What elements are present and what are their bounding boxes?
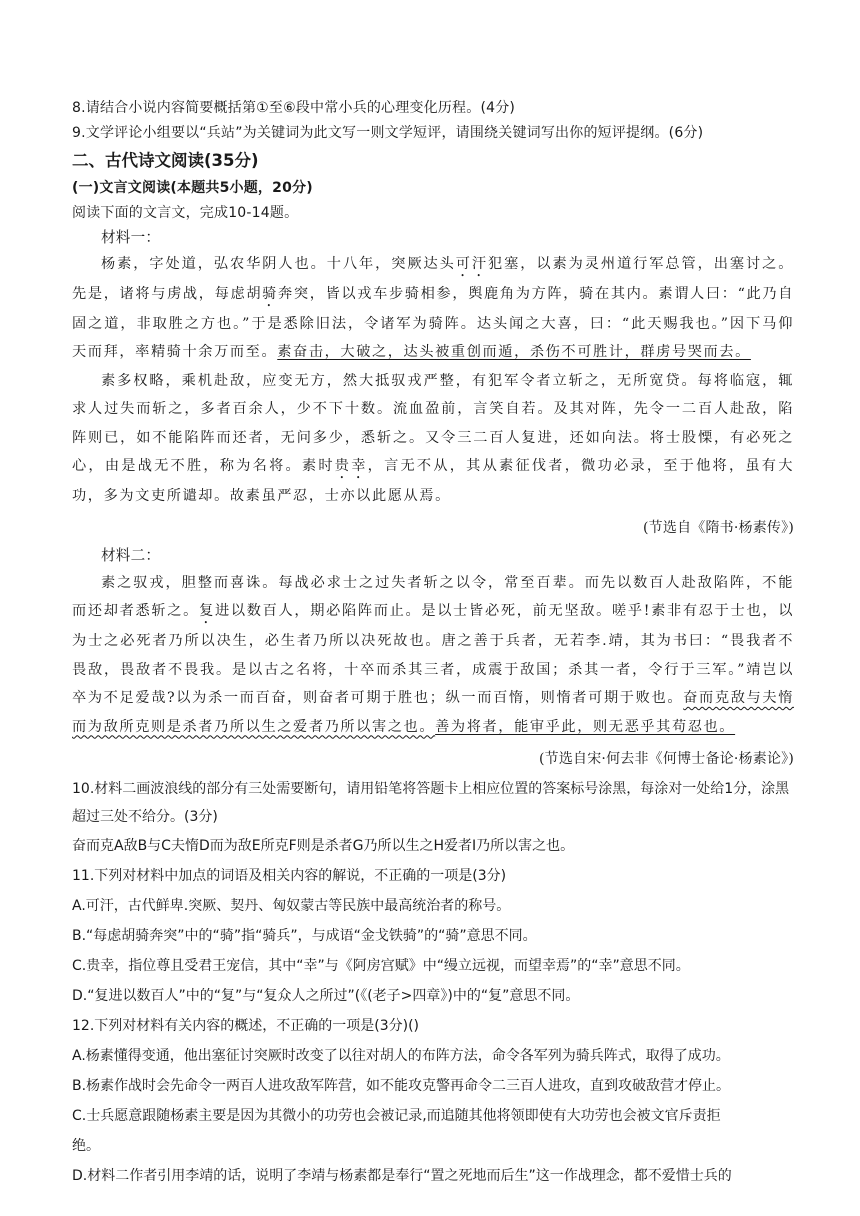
- material-1-source: (节选自《隋书·杨素传》): [643, 520, 794, 537]
- dotted-word-kehan: 可汗: [455, 256, 488, 272]
- question-12: 12.下列对材料有关内容的概述，不正确的一项是(3分)(): [72, 1017, 420, 1034]
- material-2-paragraph: 素之驭戎，胆整而喜诛。每战必求士之过失者斩之以令，常至百辈。而先以数百人赴敌陷阵，不能而还却者悉斩之。复进以数百人，期必陷阵而止。是以士皆必死，前无坚敌。嗟乎!素非有忍于士也，以为士之必死者乃所以决生，必生者乃所以决死故也。唐之善于兵者，无若李.靖，其为书曰：“畏我者不畏敌，畏敌者不畏我。是以古之名将，十卒而杀其三者，成震于敌国；杀其一者，令行于三军。”靖岂以卒为不足爱哉?以为杀一而百奋，则奋者可期于胜也；纵一而百惰，则惰者可期于败也。奋而克敌与夫惰而为敌所克则是杀者乃所以生之爱者乃所以害之也。善为将者，能审乎此，则无恶乎其苟忍也。: [72, 574, 794, 735]
- instruction: 阅读下面的文言文，完成10-14题。: [72, 205, 299, 221]
- document-page: [72, 96, 794, 1191]
- material-2-label: 材料二：: [101, 547, 161, 565]
- subsection-title: (一)文言文阅读(本题共5小题，20分): [72, 180, 313, 196]
- question-12-option-c-continued: 绝。: [72, 1137, 100, 1154]
- dotted-word-guixing: 贵幸: [334, 458, 368, 475]
- question-11-option-b: B.“每虑胡骑奔突”中的“骑”指“骑兵”，与成语“金戈铁骑”的“骑”意思不同。: [72, 927, 537, 944]
- question-9: 9.文学评论小组要以“兵站”为关键词为此文写一则文学短评，请围绕关键词写出你的短评提纲。(6分): [72, 124, 704, 141]
- question-8: 8.请结合小说内容简要概括第①至⑥段中常小兵的心理变化历程。(4分): [72, 100, 516, 116]
- question-12-option-d: D.材料二作者引用李靖的话，说明了李靖与杨素都是奉行“置之死地而后生”这一作战理念，都不爱惜士兵的: [72, 1167, 732, 1184]
- question-12-option-c: C.士兵愿意跟随杨素主要是因为其微小的功劳也会被记录,而追随其他将领即使有大功劳也会被文官斥责拒: [72, 1107, 721, 1124]
- underlined-sentence-2: 善为将者，能审乎此，则无恶乎其苟忍也。: [435, 718, 736, 735]
- question-11-option-a: A.可汗，古代鲜卑.突厥、契丹、匈奴蒙古等民族中最高统治者的称号。: [72, 897, 511, 914]
- question-11: 11.下列对材料中加点的词语及相关内容的解说，不正确的一项是(3分): [72, 867, 507, 884]
- material-1-label: 材料一：: [101, 228, 161, 246]
- material-2-source: (节选自宋·何去非《何博士备论·杨素论》): [538, 750, 794, 767]
- question-12-option-b: B.杨素作战时会先命令一两百人进攻敌军阵营，如不能攻克警再命令二三百人进攻，直到攻破敌营才停止。: [72, 1077, 731, 1094]
- question-12-option-a: A.杨素懂得变通，他出塞征讨突厥时改变了以往对胡人的布阵方法，命令各军列为骑兵阵式，取得了成功。: [72, 1047, 730, 1064]
- material-1-paragraph-1: 杨素，字处道，弘农华阴人也。十八年，突厥达头可汗犯塞，以素为灵州道行军总管，出塞讨之。先是，诸将与虏战，每虑胡骑奔突，皆以戎车步骑相参，舆鹿角为方阵，骑在其内。素谓人曰：“此乃自固之道，非取胜之方也。”于是悉除旧法，令诸军为骑阵。达头闻之大喜，曰：“此天赐我也。”因下马仰天而拜，率精骑十余万而至。素奋击，大破之，达头被重创而遁，杀伤不可胜计，群虏号哭而去。: [72, 256, 795, 361]
- question-10: 10.材料二画波浪线的部分有三处需要断句，请用铅笔将答题卡上相应位置的答案标号涂黑，每涂对一处给1分，涂黑超过三处不给分。(3分): [72, 780, 790, 825]
- wavy-underlined-sentence: 奋而克敌与夫惰而为敌所克则是杀者乃所以生之爱者乃所以害之也。: [72, 690, 794, 735]
- question-11-option-c: C.贵幸，指位尊且受君王宠信，其中“幸”与《阿房宫赋》中“缦立远视，而望幸焉”的“幸”意思不同。: [72, 957, 690, 974]
- section-title: 二、古代诗文阅读(35分): [72, 151, 259, 170]
- dotted-word-fu: 复: [199, 603, 215, 620]
- dotted-word-qi: 骑: [262, 286, 279, 302]
- underlined-sentence-1: 素奋击，大破之，达头被重创而遁，杀伤不可胜计，群虏号哭而去。: [277, 344, 751, 361]
- question-11-option-d: D.“复进以数百人”中的“复”与“复众人之所过”(《(老子>四章》)中的“复”意思不同。: [72, 987, 580, 1004]
- material-1-paragraph-2: 素多权略，乘机赴敌，应变无方，然大抵驭戎严整，有犯军令者立斩之，无所宽贷。每将临寇，辄求人过失而斩之，多者百余人，少不下十数。流血盈前，言笑自若。及其对阵，先令一二百人赴敌，陷阵则已，如不能陷阵而还者，无问多少，悉斩之。又令三二百人复进，还如向法。将士股慄，有必死之心，由是战无不胜，称为名将。素时贵幸，言无不从，其从素征伐者，微功必录，至于他将，虽有大功，多为文吏所谴却。故素虽严忍，士亦以此愿从焉。: [72, 372, 795, 505]
- question-10-text: 奋而克A敌B与C夫惰D而为敌E所克F则是杀者G乃所以生之H爱者I乃所以害之也。: [72, 837, 575, 854]
